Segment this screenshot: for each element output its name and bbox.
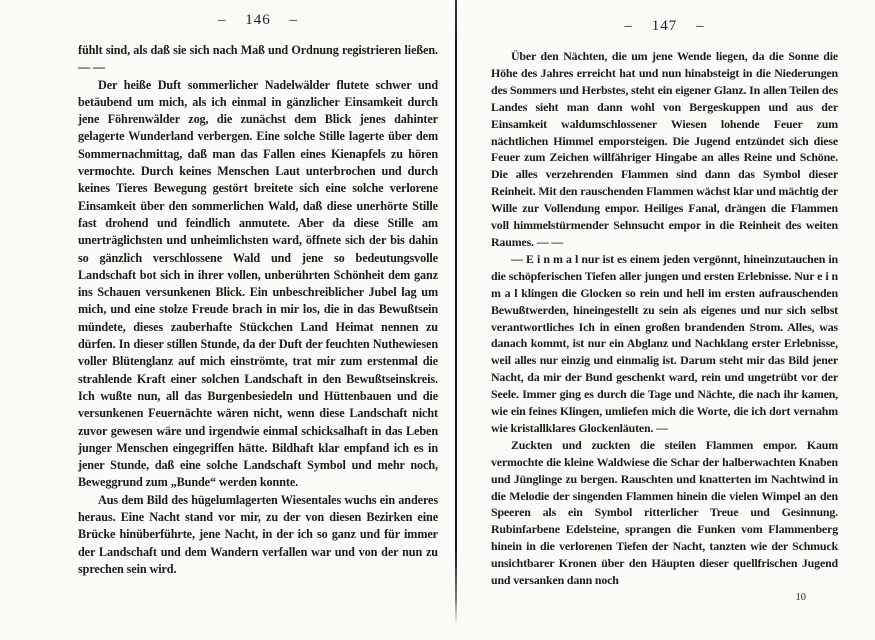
paragraph: Über den Nächten, die um jene Wende liegen, da die Sonne die Höhe des Jahres erreicht hat und nun hinabsteigt in die Niederungen des Sommers und Herbstes, steht ein eigener Glanz. In allen Teilen des Landes sieht man dann wohl von Bergeskuppen und aus der Einsamkeit waldumschlossener Wiesen lohende Feuer zum nächtlichen Himmel emporsteigen. Die Jugend entzündet sich diese Feuer zum Zeichen willfähriger Hingabe an alles Reine und Schöne. Die alles verzehrenden Flammen sind dann das Symbol dieser Reinheit. Mit den rauschenden Flammen wächst klar und mächtig der Wille zur Vollendung empor. Heiliges Fanal, drängen die Flammen voll himmelstürmender Sehnsucht empor in die Reinheit des weiten Raumes. — —: [491, 49, 838, 249]
paragraph: fühlt sind, als daß sie sich nach Maß und Ordnung registrieren ließen. — —: [78, 43, 438, 75]
page-gutter-divider: [455, 0, 457, 625]
paragraph: Der heiße Duft sommerlicher Nadelwälder flutete schwer und betäubend um mich, als ich einmal in gänzlicher Einsamkeit durch jene Föhrenwälder zog, die zunächst dem Blick jenes dahinter gelagerte Wunderland verbergen. Eine solche Stille lagerte über dem Sommernachmittag, daß man das Fallen eines Kienapfels zu hören vermochte. Durch keines Menschen Laut unterbrochen und durch keines Tieres Bewegung gestört breitete sich eine solche verlorene Einsamkeit über den sommerlichen Wald, daß diese unerhörte Stille fast drohend und feindlich anmutete. Aber da diese Stille am unerträglichsten und unheimlichsten ward, öffnete sich der bis dahin so gänzlich verschlossene Wald und jene so bedeutungsvolle Landschaft bot sich in ihrer vollen, unberührten Schönheit dem ganz ins Schauen versunkenen Blick. Ein unbeschreiblicher Jubel lag um mich, und eine stolze Freude brach in mir los, die in das Bewußtsein mündete, dieses zauberhafte Stückchen Land Heimat nennen zu dürfen. In dieser stillen Stunde, da der Duft der feuchten Nuthewiesen voller Blütenglanz auf mich einströmte, trat mir zum erstenmal die strahlende Kraft einer solchen Landschaft in den Bewußtseinskreis. Ich wußte nun, all das Burgenbesiedeln und Hüttenbauen und die versunkenen Feuernächte wären nicht, wenn diese Landschaft nicht zuvor gewesen wäre und irgendwie einmal schicksalhaft in das Leben junger Menschen eingegriffen hätte. Bildhaft klar empfand ich es in jener Stunde, daß eine solche Landschaft Symbol und mehr noch, Beweggrund zum „Bunde“ werden konnte.: [78, 77, 438, 490]
paragraph: Aus dem Bild des hügelumlagerten Wiesentales wuchs ein anderes heraus. Eine Nacht stand vor mir, zu der von diesen Bezirken eine Brücke hinüberführte, jene Nacht, in der ich so ganz und für immer der Landschaft und dem Wandern verfallen war und von der nun zu sprechen sein wird.: [78, 492, 438, 576]
paragraph: — E i n m a l nur ist es einem jeden vergönnt, hineinzutauchen in die schöpferischen Tiefen aller jungen und ersten Erlebnisse. Nur e i n m a l klingen die Glocken so rein und hell im ersten aufrauschenden Bewußtwerden, hineingestellt zu sein als eigenes und nur sich selbst verantwortliches Ich in einen großen brandenden Strom. Alles, was danach kommt, ist nur ein Abglanz und Nachklang erster Erlebnisse, weil alles nur einzig und einmalig ist. Darum steht mir das Bild jener Nacht, da mir der Bund geschenkt ward, rein und ungetrübt vor der Seele. Immer ging es durch die Tage und Nächte, die nach ihr kamen, wie ein feines Klingen, umliefen mich die Worte, die ich dort vernahm wie kristallklares Glockenläuten. —: [491, 251, 838, 435]
page-number-header-right: – 147 –: [624, 18, 705, 34]
printers-signature-mark: 10: [795, 592, 806, 603]
left-page-text-block: [78, 42, 438, 578]
scanned-page-right: [491, 18, 838, 603]
scanned-page-left: [78, 12, 438, 578]
paragraph: Zuckten und zuckten die steilen Flammen empor. Kaum vermochte die kleine Waldwiese die Schar der halberwachten Knaben und Jünglinge zu bergen. Rauschten und knatterten im Nachtwind in die Melodie der singenden Flammen hinein die vielen Wimpel an den Speeren als ein Symbol ritterlicher Treue und Gesinnung. Rubinfarbene Edelsteine, sprangen die Funken vom Flammenberg hinein in die verlorenen Tiefen der Nacht, tanzten wie der Schmuck unsichtbarer Kronen über den Häupten dieser quellfrischen Jugend und versanken dann noch: [491, 437, 838, 588]
right-page-text-block: [491, 48, 838, 589]
page-number-header-left: – 146 –: [218, 12, 298, 28]
